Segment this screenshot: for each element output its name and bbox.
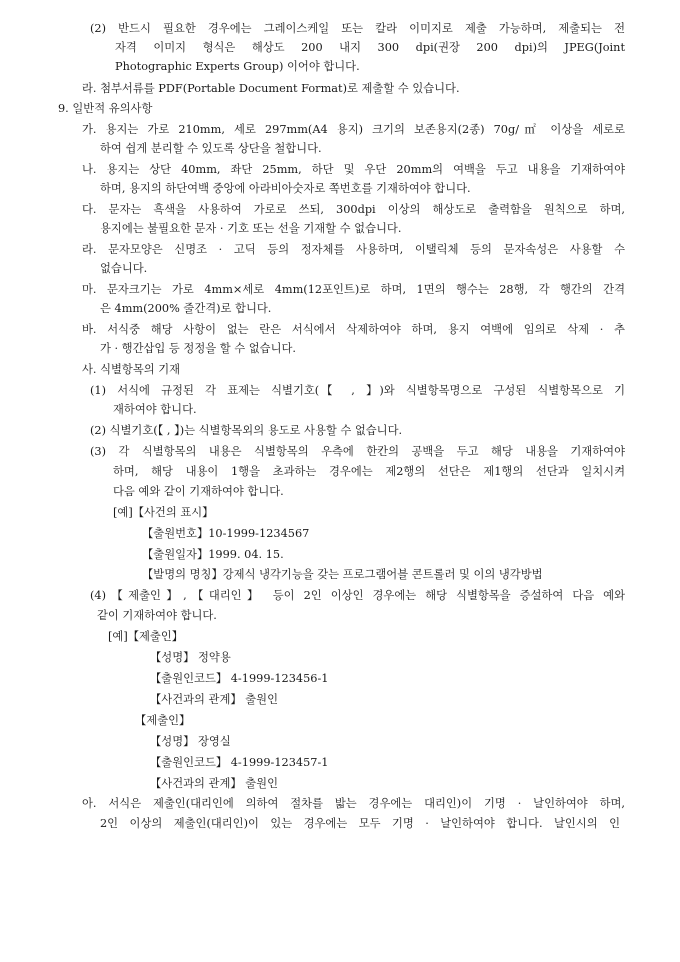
subsection-heading: 사. 식별항목의 기재 <box>82 363 181 376</box>
text-line: 가. 용지는 가로 210mm, 세로 297mm(A4 용지) 크기의 보존용지(2종) 70g/㎡ 이상을 세로로 <box>82 123 625 136</box>
text-line: Photographic Experts Group) 이어야 합니다. <box>115 60 360 73</box>
text-line: 없습니다. <box>100 262 148 275</box>
text-line: 다. 문자는 흑색을 사용하여 가로로 쓰되, 300dpi 이상의 해상도로 출력함을 원칙으로 하며, <box>82 203 625 216</box>
text-line: 하며, 용지의 하단여백 중앙에 아라비아숫자로 쪽번호를 기재하여야 합니다. <box>100 182 471 195</box>
text-line: 같이 기재하여야 합니다. <box>97 609 217 622</box>
text-line: 하여 쉽게 분리할 수 있도록 상단을 철합니다. <box>100 142 322 155</box>
text-line: (4)【제출인】,【대리인】 등이 2인 이상인 경우에는 해당 식별항목을 증설하여 다음 예와 <box>90 589 625 602</box>
text-line: 라. 첨부서류를 PDF(Portable Document Format)로 제출할 수 있습니다. <box>82 82 460 95</box>
text-line: 자격 이미지 형식은 해상도 200 내지 300 dpi(권장 200 dpi)의 JPEG(Joint <box>115 41 625 54</box>
example-line: 【제출인】 <box>135 714 191 727</box>
example-line: 【발명의 명칭】강제식 냉각기능을 갖는 프로그램어블 콘트롤러 및 이의 냉각방법 <box>142 568 543 581</box>
text-line: 나. 용지는 상단 40mm, 좌단 25mm, 하단 및 우단 20mm의 여백을 두고 내용을 기재하여야 <box>82 163 625 176</box>
example-line: 【출원일자】1999. 04. 15. <box>142 548 284 561</box>
text-line: (2) 반드시 필요한 경우에는 그레이스케일 또는 칼라 이미지로 제출 가능하며, 제출되는 전 <box>90 22 625 35</box>
example-line: 【성명】 장영실 <box>150 735 231 748</box>
example-line: 【사건과의 관계】 출원인 <box>150 693 278 706</box>
text-line: 용지에는 불필요한 문자 · 기호 또는 선을 기재할 수 없습니다. <box>100 222 402 235</box>
text-line: 마. 문자크기는 가로 4mm×세로 4mm(12포인트)로 하며, 1면의 행수는 28행, 각 행간의 간격 <box>82 283 625 296</box>
text-line: (3) 각 식별항목의 내용은 식별항목의 우측에 한칸의 공백을 두고 해당 내용을 기재하여야 <box>90 445 625 458</box>
example-line: 【출원번호】10-1999-1234567 <box>142 527 310 540</box>
text-line: 바. 서식중 해당 사항이 없는 란은 서식에서 삭제하여야 하며, 용지 여백에 임의로 삭제 · 추 <box>82 323 625 336</box>
example-line: 【사건과의 관계】 출원인 <box>150 777 278 790</box>
text-line: (2) 식별기호(【 , 】)는 식별항목외의 용도로 사용할 수 없습니다. <box>90 424 403 437</box>
text-line: 다음 예와 같이 기재하여야 합니다. <box>113 485 284 498</box>
text-line: 2인 이상의 제출인(대리인)이 있는 경우에는 모두 기명 · 날인하여야 합니다. 날인시의 인 <box>100 817 620 830</box>
example-line: 【출원인코드】 4-1999-123456-1 <box>150 672 329 685</box>
text-line: 아. 서식은 제출인(대리인에 의하여 절차를 밟는 경우에는 대리인)이 기명 · 날인하여야 하며, <box>82 797 625 810</box>
example-line: 【성명】 정약용 <box>150 651 231 664</box>
example-label: [예]【제출인】 <box>108 630 184 643</box>
text-line: 가 · 행간삽입 등 정정을 할 수 없습니다. <box>100 342 297 355</box>
text-line: (1) 서식에 규정된 각 표제는 식별기호(【 , 】)와 식별항목명으로 구성된 식별항목으로 기 <box>90 384 625 397</box>
text-line: 재하여야 합니다. <box>113 403 197 416</box>
text-line: 하며, 해당 내용이 1행을 초과하는 경우에는 제2행의 선단은 제1행의 선단과 일치시켜 <box>113 465 625 478</box>
text-line: 은 4mm(200% 줄간격)로 합니다. <box>100 302 272 315</box>
text-line: 라. 문자모양은 신명조 · 고딕 등의 정자체를 사용하며, 이탤릭체 등의 문자속성은 사용할 수 <box>82 243 625 256</box>
example-line: 【출원인코드】 4-1999-123457-1 <box>150 756 329 769</box>
section-heading: 9. 일반적 유의사항 <box>58 102 153 115</box>
example-label: [예]【사건의 표시】 <box>113 506 214 519</box>
